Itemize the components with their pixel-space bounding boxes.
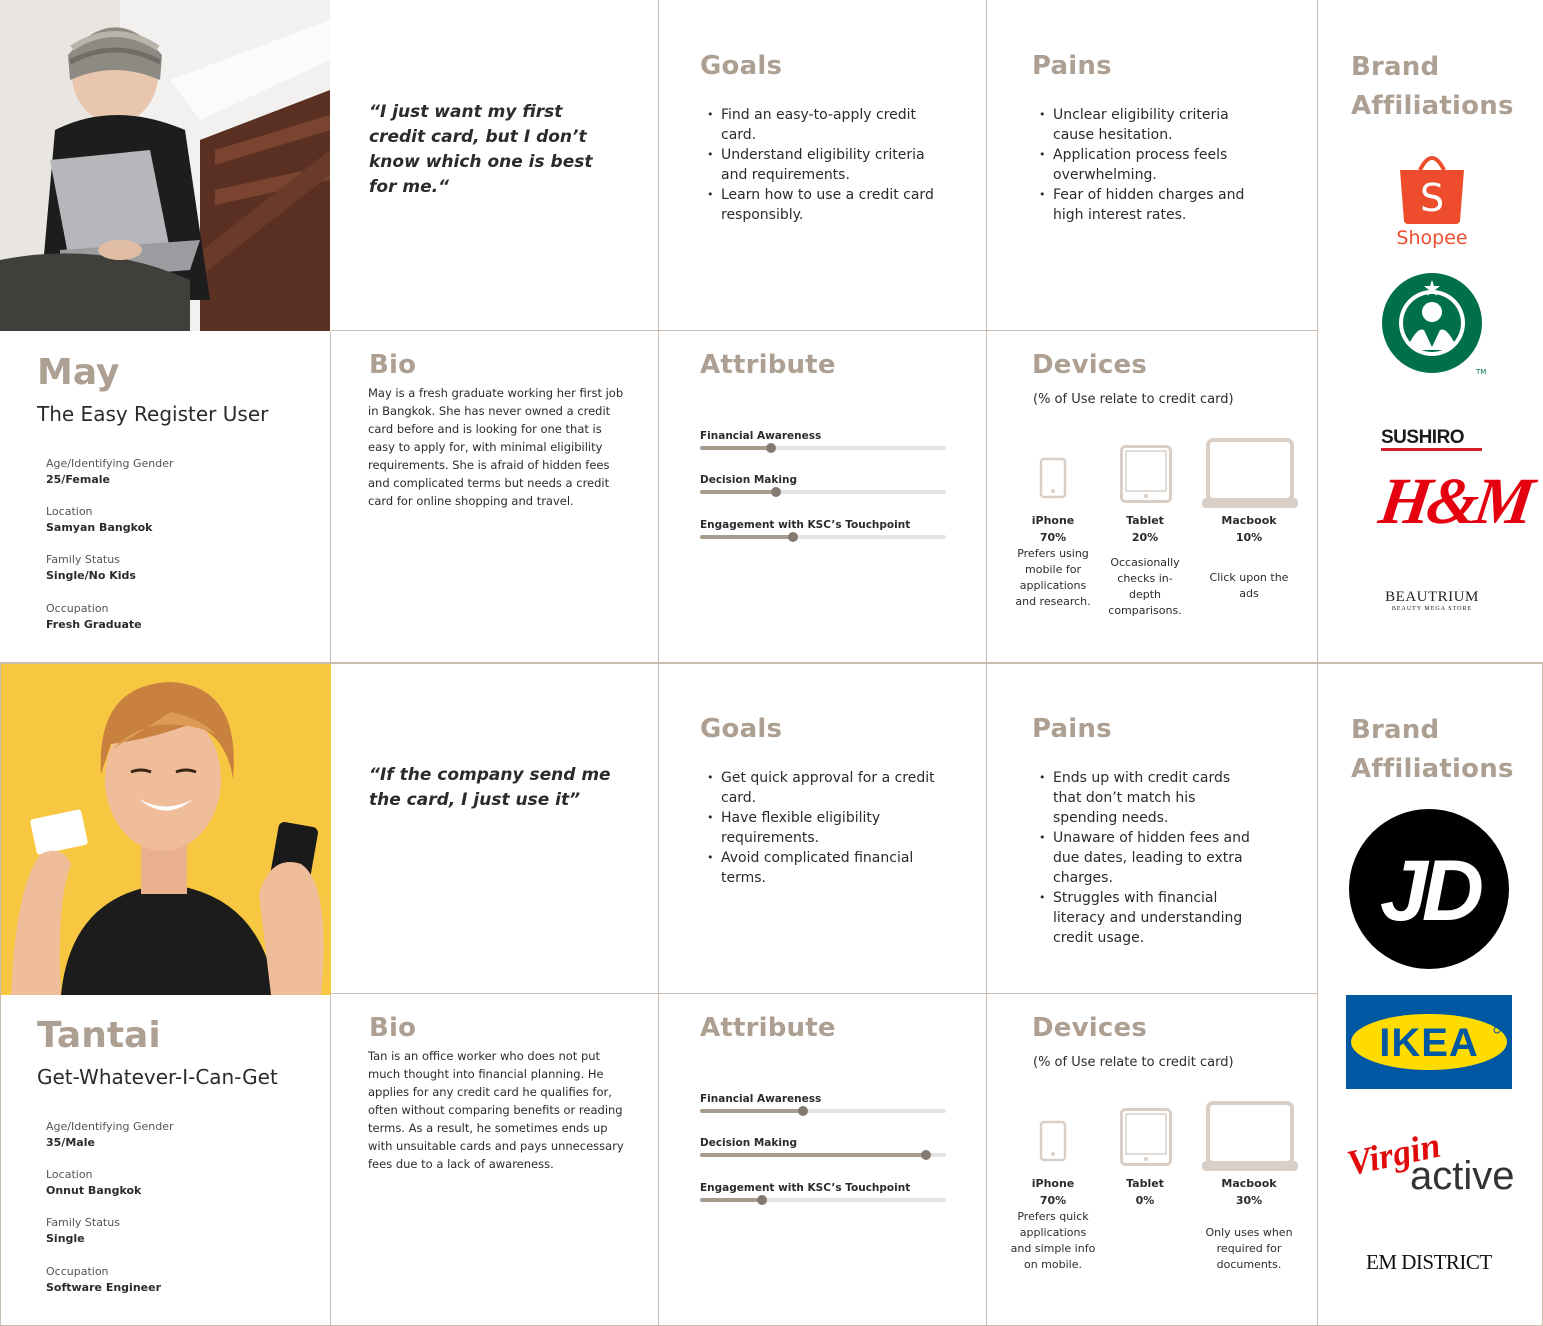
jd-text: JD bbox=[1380, 843, 1478, 939]
info-label: Occupation bbox=[46, 602, 109, 615]
attribute-label: Engagement with KSC’s Touchpoint bbox=[700, 519, 911, 531]
attribute-decision-making bbox=[700, 1136, 946, 1157]
beautrium-text: BEAUTRIUM bbox=[1385, 589, 1479, 605]
shopee-text: Shopee bbox=[1396, 227, 1468, 249]
hm-text: H&M bbox=[1374, 465, 1535, 538]
shopee-logo bbox=[1394, 148, 1472, 250]
persona-subtitle: Get-Whatever-I-Can-Get bbox=[37, 1065, 278, 1089]
info-value: Single/No Kids bbox=[46, 569, 136, 582]
device-desc: Prefers quick applications and simple info on mobile. bbox=[1010, 1210, 1096, 1271]
pains-title: Pains bbox=[1032, 51, 1112, 81]
info-label: Family Status bbox=[46, 553, 120, 566]
device-desc: Only uses when required for documents. bbox=[1205, 1226, 1293, 1271]
attribute-cell bbox=[659, 994, 987, 1326]
quote-cell bbox=[331, 663, 659, 994]
hm-logo bbox=[1374, 462, 1535, 542]
info-location bbox=[46, 504, 152, 536]
macbook-icon bbox=[1202, 438, 1298, 514]
pains-list bbox=[1033, 105, 1253, 225]
attribute-cell bbox=[659, 331, 987, 663]
device-percent: 0% bbox=[1135, 1194, 1155, 1207]
info-value: 25/Female bbox=[46, 473, 110, 486]
device-percent: 70% bbox=[1039, 531, 1067, 544]
attribute-label: Engagement with KSC’s Touchpoint bbox=[700, 1182, 911, 1194]
device-tablet bbox=[1105, 1176, 1185, 1209]
attribute-engagement bbox=[700, 1181, 946, 1202]
tablet-icon bbox=[1120, 445, 1172, 507]
attribute-fill bbox=[700, 535, 793, 539]
pain-item: • Ends up with credit cards that don’t match his spending needs. bbox=[1033, 768, 1255, 828]
device-percent: 10% bbox=[1235, 531, 1263, 544]
persona-name: May bbox=[37, 352, 120, 393]
attribute-label: Financial Awareness bbox=[700, 1093, 822, 1105]
pain-item: • Struggles with financial literacy and understanding credit usage. bbox=[1033, 888, 1255, 948]
em-district-logo bbox=[1366, 1248, 1496, 1276]
info-family bbox=[46, 1215, 120, 1247]
devices-subtitle: (% of Use relate to credit card) bbox=[1033, 392, 1234, 407]
pains-list bbox=[1033, 768, 1255, 948]
device-iphone bbox=[1010, 1176, 1096, 1273]
pains-title: Pains bbox=[1032, 714, 1112, 744]
macbook-icon bbox=[1202, 1101, 1298, 1177]
attribute-title: Attribute bbox=[700, 1013, 836, 1043]
persona-name: Tantai bbox=[37, 1015, 161, 1056]
brand-title: Brand Affiliations bbox=[1351, 715, 1514, 784]
goals-list bbox=[701, 105, 951, 225]
persona-photo bbox=[1, 664, 331, 995]
device-name: Tablet bbox=[1126, 1177, 1164, 1190]
bio-title: Bio bbox=[369, 1013, 417, 1043]
attribute-track bbox=[700, 535, 946, 539]
attribute-track bbox=[700, 1153, 946, 1157]
goal-item: • Avoid complicated financial terms. bbox=[701, 848, 937, 888]
goal-item: • Learn how to use a credit card responsibly. bbox=[701, 185, 951, 225]
attribute-fill bbox=[700, 490, 776, 494]
brand-title: Brand Affiliations bbox=[1351, 52, 1514, 121]
attribute-label: Decision Making bbox=[700, 1137, 797, 1149]
info-age bbox=[46, 456, 174, 488]
em-district-text: EM DISTRICT bbox=[1366, 1250, 1492, 1274]
device-tablet bbox=[1105, 513, 1185, 619]
info-value: Single bbox=[46, 1232, 85, 1245]
attribute-fill bbox=[700, 446, 771, 450]
device-percent: 70% bbox=[1039, 1194, 1067, 1207]
jd-logo bbox=[1348, 808, 1510, 970]
info-label: Location bbox=[46, 1168, 93, 1181]
persona-subtitle: The Easy Register User bbox=[37, 402, 269, 426]
attribute-track bbox=[700, 490, 946, 494]
device-name: Tablet bbox=[1126, 514, 1164, 527]
pain-item: • Application process feels overwhelming. bbox=[1033, 145, 1253, 185]
attribute-engagement bbox=[700, 518, 946, 539]
info-value: 35/Male bbox=[46, 1136, 95, 1149]
pain-item: • Fear of hidden charges and high interest rates. bbox=[1033, 185, 1253, 225]
persona-quote: “I just want my first credit card, but I don’t know which one is best for me.“ bbox=[369, 102, 593, 197]
info-family bbox=[46, 552, 136, 584]
attribute-track bbox=[700, 446, 946, 450]
goal-item: • Find an easy-to-apply credit card. bbox=[701, 105, 951, 145]
info-label: Age/Identifying Gender bbox=[46, 457, 174, 470]
info-value: Samyan Bangkok bbox=[46, 521, 153, 534]
attribute-knob bbox=[757, 1195, 767, 1205]
info-occupation bbox=[46, 601, 142, 633]
attribute-label: Financial Awareness bbox=[700, 430, 822, 442]
starbucks-logo bbox=[1380, 272, 1487, 376]
info-location bbox=[46, 1167, 141, 1199]
tablet-icon bbox=[1120, 1108, 1172, 1170]
attribute-track bbox=[700, 1198, 946, 1202]
pain-item: • Unaware of hidden fees and due dates, leading to extra charges. bbox=[1033, 828, 1255, 888]
devices-subtitle: (% of Use relate to credit card) bbox=[1033, 1055, 1234, 1070]
info-value: Software Engineer bbox=[46, 1281, 161, 1294]
persona-quote: “If the company send me the card, I just use it” bbox=[369, 765, 611, 810]
virgin-text: Virgin bbox=[1343, 1124, 1444, 1184]
attribute-decision-making bbox=[700, 473, 946, 494]
info-label: Occupation bbox=[46, 1265, 109, 1278]
attribute-label: Decision Making bbox=[700, 474, 797, 486]
ikea-logo bbox=[1346, 995, 1512, 1089]
attribute-fill bbox=[700, 1153, 926, 1157]
attribute-financial-awareness bbox=[700, 429, 946, 450]
device-name: iPhone bbox=[1031, 1177, 1075, 1190]
virgin-active-logo bbox=[1344, 1112, 1514, 1196]
device-name: Macbook bbox=[1221, 514, 1277, 527]
device-name: iPhone bbox=[1031, 514, 1075, 527]
device-macbook bbox=[1205, 513, 1293, 602]
device-percent: 30% bbox=[1235, 1194, 1263, 1207]
info-label: Location bbox=[46, 505, 93, 518]
info-label: Age/Identifying Gender bbox=[46, 1120, 174, 1133]
sushiro-text: SUSHIRO bbox=[1381, 427, 1465, 448]
devices-title: Devices bbox=[1032, 350, 1147, 380]
device-desc: Occasionally checks in-depth comparisons. bbox=[1108, 556, 1182, 617]
svg-text:TM: TM bbox=[1476, 368, 1487, 376]
goal-item: • Get quick approval for a credit card. bbox=[701, 768, 937, 808]
goals-list bbox=[701, 768, 937, 888]
device-name: Macbook bbox=[1221, 1177, 1277, 1190]
info-value: Onnut Bangkok bbox=[46, 1184, 142, 1197]
info-age bbox=[46, 1119, 174, 1151]
attribute-fill bbox=[700, 1109, 803, 1113]
svg-text:S: S bbox=[1419, 176, 1445, 220]
info-occupation bbox=[46, 1264, 161, 1296]
info-value: Fresh Graduate bbox=[46, 618, 142, 631]
info-label: Family Status bbox=[46, 1216, 120, 1229]
iphone-icon bbox=[1040, 458, 1066, 502]
persona-photo bbox=[0, 0, 330, 331]
attribute-track bbox=[700, 1109, 946, 1113]
device-percent: 20% bbox=[1131, 531, 1159, 544]
goal-item: • Understand eligibility criteria and requirements. bbox=[701, 145, 951, 185]
goal-item: • Have flexible eligibility requirements. bbox=[701, 808, 937, 848]
attribute-title: Attribute bbox=[700, 350, 836, 380]
active-text: active bbox=[1410, 1154, 1515, 1198]
goals-title: Goals bbox=[700, 51, 783, 81]
device-desc: Prefers using mobile for applications and research. bbox=[1015, 547, 1091, 608]
beautrium-logo bbox=[1384, 589, 1480, 615]
bio-text: Tan is an office worker who does not put much thought into financial planning. He applies for any credit card he qualifies for, often without comparing benefits or reading terms. As a result, he sometimes ends up with unsuitable cards and pays unnecessary fees due to a lack of awareness. bbox=[368, 1049, 624, 1171]
pain-item: • Unclear eligibility criteria cause hesitation. bbox=[1033, 105, 1253, 145]
devices-title: Devices bbox=[1032, 1013, 1147, 1043]
device-macbook bbox=[1205, 1176, 1293, 1273]
device-desc: Click upon the ads bbox=[1209, 571, 1289, 600]
iphone-icon bbox=[1040, 1121, 1066, 1165]
goals-title: Goals bbox=[700, 714, 783, 744]
attribute-fill bbox=[700, 1198, 762, 1202]
bio-title: Bio bbox=[369, 350, 417, 380]
device-iphone bbox=[1013, 513, 1093, 610]
attribute-financial-awareness bbox=[700, 1092, 946, 1113]
beautrium-subtext: BEAUTY MEGA STORE bbox=[1391, 606, 1473, 612]
ikea-text: IKEA bbox=[1379, 1021, 1479, 1065]
bio-text: May is a fresh graduate working her first job in Bangkok. She has never owned a credit card before and is looking for one that is easy to apply for, with minimal eligibility requirements. She is afraid of hidden fees and complicated terms but needs a credit card for online shopping and travel. bbox=[368, 386, 624, 508]
sushiro-logo bbox=[1381, 428, 1483, 452]
